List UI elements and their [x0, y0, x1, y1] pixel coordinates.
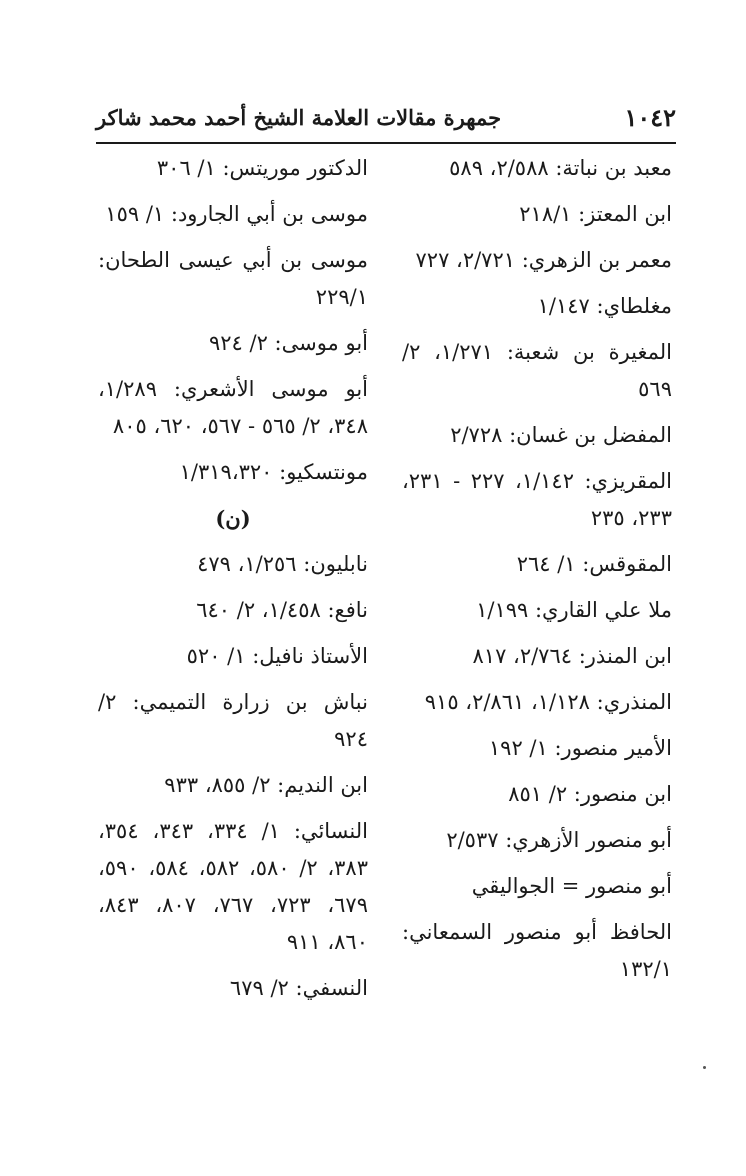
index-entry: أبو منصور = الجواليقي [471, 874, 672, 898]
index-entry: معمر بن الزهري: ٢/٧٢١، ٧٢٧ [415, 248, 672, 272]
index-entry: الدكتور موريتس: ١/ ٣٠٦ [156, 156, 368, 180]
index-entry: المقوقس: ١/ ٢٦٤ [516, 552, 672, 576]
running-title: جمهرة مقالات العلامة الشيخ أحمد محمد شاكر [96, 105, 502, 130]
index-entry: أبو منصور الأزهري: ٢/٥٣٧ [446, 828, 672, 852]
header-rule [96, 142, 676, 144]
page-header [96, 101, 676, 141]
index-entry: الأمير منصور: ١/ ١٩٢ [488, 736, 672, 760]
index-entry: معبد بن نباتة: ٢/٥٨٨، ٥٨٩ [449, 156, 672, 180]
index-entry: موسى بن أبي الجارود: ١/ ١٥٩ [105, 202, 368, 226]
index-entry: ابن المنذر: ٢/٧٦٤، ٨١٧ [472, 644, 672, 668]
index-entry: النسفي: ٢/ ٦٧٩ [229, 976, 368, 1000]
page-number: ١٠٤٢ [624, 103, 676, 132]
index-entry: نابليون: ١/٢٥٦، ٤٧٩ [197, 552, 368, 576]
index-entry: المغيرة بن شعبة: ١/٢٧١، ٢/ ٥٦٩ [402, 340, 673, 401]
index-entry: ابن منصور: ٢/ ٨٥١ [508, 782, 672, 806]
index-entry: ابن النديم: ٢/ ٨٥٥، ٩٣٣ [164, 773, 368, 797]
index-column-right [402, 150, 672, 997]
index-column-left [98, 150, 368, 1016]
index-entry: النسائي: ١/ ٣٣٤، ٣٤٣، ٣٥٤، ٣٨٣، ٢/ ٥٨٠، ٥٨٢، ٥٨٤، ٥٩٠، ٦٧٩، ٧٢٣، ٧٦٧، ٨٠٧، ٨٤٣، ٨٦٠، ٩١١ [98, 819, 368, 954]
index-entry: الحافظ أبو منصور السمعاني: ١٣٢/١ [402, 920, 672, 981]
index-entry: ابن المعتز: ٢١٨/١ [519, 202, 672, 226]
index-entry: أبو موسى: ٢/ ٩٢٤ [208, 331, 368, 355]
print-speck [703, 1066, 706, 1069]
index-entry: المنذري: ١/١٢٨، ٢/٨٦١، ٩١٥ [424, 690, 672, 714]
index-entry: ملا علي القاري: ١/١٩٩ [476, 598, 672, 622]
index-entry: أبو موسى الأشعري: ١/٢٨٩، ٣٤٨، ٢/ ٥٦٥ - ٥٦٧، ٦٢٠، ٨٠٥ [98, 377, 368, 438]
letter-section-heading: (ن) [215, 506, 251, 531]
index-entry: المفضل بن غسان: ٢/٧٢٨ [450, 423, 672, 447]
index-entry: الأستاذ نافيل: ١/ ٥٢٠ [186, 644, 368, 668]
index-entry: نباش بن زرارة التميمي: ٢/ ٩٢٤ [98, 690, 368, 751]
index-entry: موسى بن أبي عيسى الطحان: ٢٢٩/١ [98, 248, 368, 309]
index-entry: المقريزي: ١/١٤٢، ٢٢٧ - ٢٣١، ٢٣٣، ٢٣٥ [402, 469, 673, 530]
index-entry: مونتسكيو: ١/٣١٩،٣٢٠ [179, 460, 368, 484]
index-entry: نافع: ١/٤٥٨، ٢/ ٦٤٠ [196, 598, 368, 622]
index-entry: مغلطاي: ١/١٤٧ [537, 294, 672, 318]
